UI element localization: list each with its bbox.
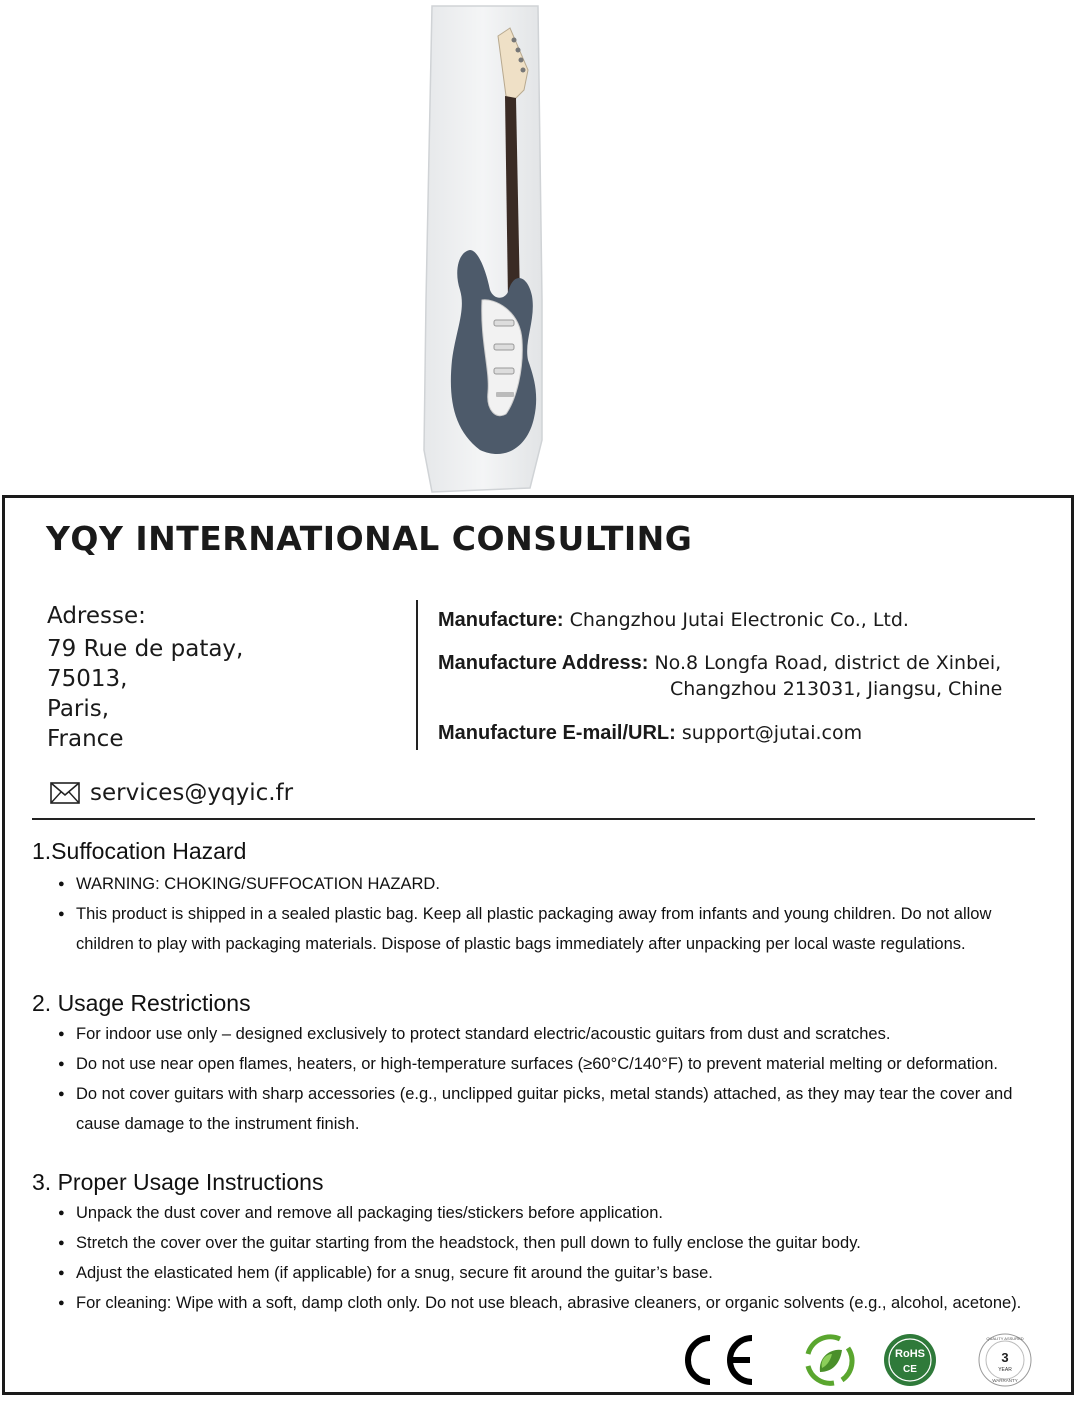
list-item: ● Stretch the cover over the guitar starting from the headstock, then pull down to fully enclose the guitar body. [58,1228,1048,1258]
recycle-leaf-icon [808,1337,852,1383]
warranty-seal-icon [979,1334,1031,1386]
section-list-usage-instructions [58,1198,1048,1318]
manufacturer-name-label: Manufacture: [438,609,564,631]
warranty-label: WARRANTY [992,1378,1018,1383]
manufacturer-address-line-1: No.8 Longfa Road, district de Xinbei, [654,652,1002,674]
ce-mark-icon [688,1338,752,1382]
manufacturer-address-line-2: Changzhou 213031, Jiangsu, Chine [670,678,1003,700]
product-image-guitar-in-bag [410,0,550,494]
list-item: ● Do not cover guitars with sharp accessories (e.g., unclipped guitar picks, metal stands) attached, as they may tear the cover and cause damage to the instrument finish. [58,1079,1048,1139]
section-title-usage-restrictions: 2. Usage Restrictions [32,990,251,1016]
warranty-quality-label: QUALITY ASSURED [986,1336,1024,1341]
address-line-3: Paris, [47,696,110,722]
list-item: ● For indoor use only – designed exclusively to protect standard electric/acoustic guitars from dust and scratches. [58,1019,1048,1049]
section-list-usage-restrictions [58,1019,1048,1139]
list-item: ● Do not use near open flames, heaters, or high-temperature surfaces (≥60°C/140°F) to prevent material melting or deformation. [58,1049,1048,1079]
address-line-4: France [47,726,124,752]
manufacturer-address-row [438,652,1001,675]
company-name: YQY INTERNATIONAL CONSULTING [46,519,693,558]
certification-marks [680,1330,1040,1390]
manufacturer-contact-label: Manufacture E-mail/URL: [438,722,676,744]
warranty-number: 3 [1001,1350,1009,1365]
address-label: Adresse: [47,603,146,629]
rohs-label: RoHS [895,1348,925,1360]
address-line-1: 79 Rue de patay, [47,636,244,662]
address-line-2: 75013, [47,666,128,692]
section-list-suffocation [58,869,1048,959]
warranty-unit: YEAR [998,1367,1012,1373]
horizontal-divider [32,818,1035,820]
list-item: ● Adjust the elasticated hem (if applicable) for a snug, secure fit around the guitar’s base. [58,1258,1048,1288]
manufacturer-address-label: Manufacture Address: [438,652,649,674]
rohs-ce-label: CE [903,1364,917,1375]
envelope-icon [50,782,80,804]
manufacturer-contact-row [438,722,862,745]
list-item: ● WARNING: CHOKING/SUFFOCATION HAZARD. [58,869,1048,899]
manufacturer-name-value: Changzhou Jutai Electronic Co., Ltd. [569,609,909,631]
vertical-divider [416,600,418,750]
list-item: ● This product is shipped in a sealed plastic bag. Keep all plastic packaging away from infants and young children. Do not allow children to play with packaging materials. Dispose of plastic bags immediately after unpacking per local waste regulations. [58,899,1048,959]
manufacturer-contact-value: support@jutai.com [681,722,863,744]
list-item: ● For cleaning: Wipe with a soft, damp cloth only. Do not use bleach, abrasive cleaners, or organic solvents (e.g., alcohol, acetone). [58,1288,1048,1318]
rohs-mark-icon [884,1334,936,1386]
manufacturer-name-row [438,609,909,632]
email-row [50,780,293,806]
section-title-usage-instructions: 3. Proper Usage Instructions [32,1169,324,1195]
section-title-suffocation: 1.Suffocation Hazard [32,838,247,864]
email-link[interactable]: services@yqyic.fr [90,780,294,806]
list-item: ● Unpack the dust cover and remove all packaging ties/stickers before application. [58,1198,1048,1228]
